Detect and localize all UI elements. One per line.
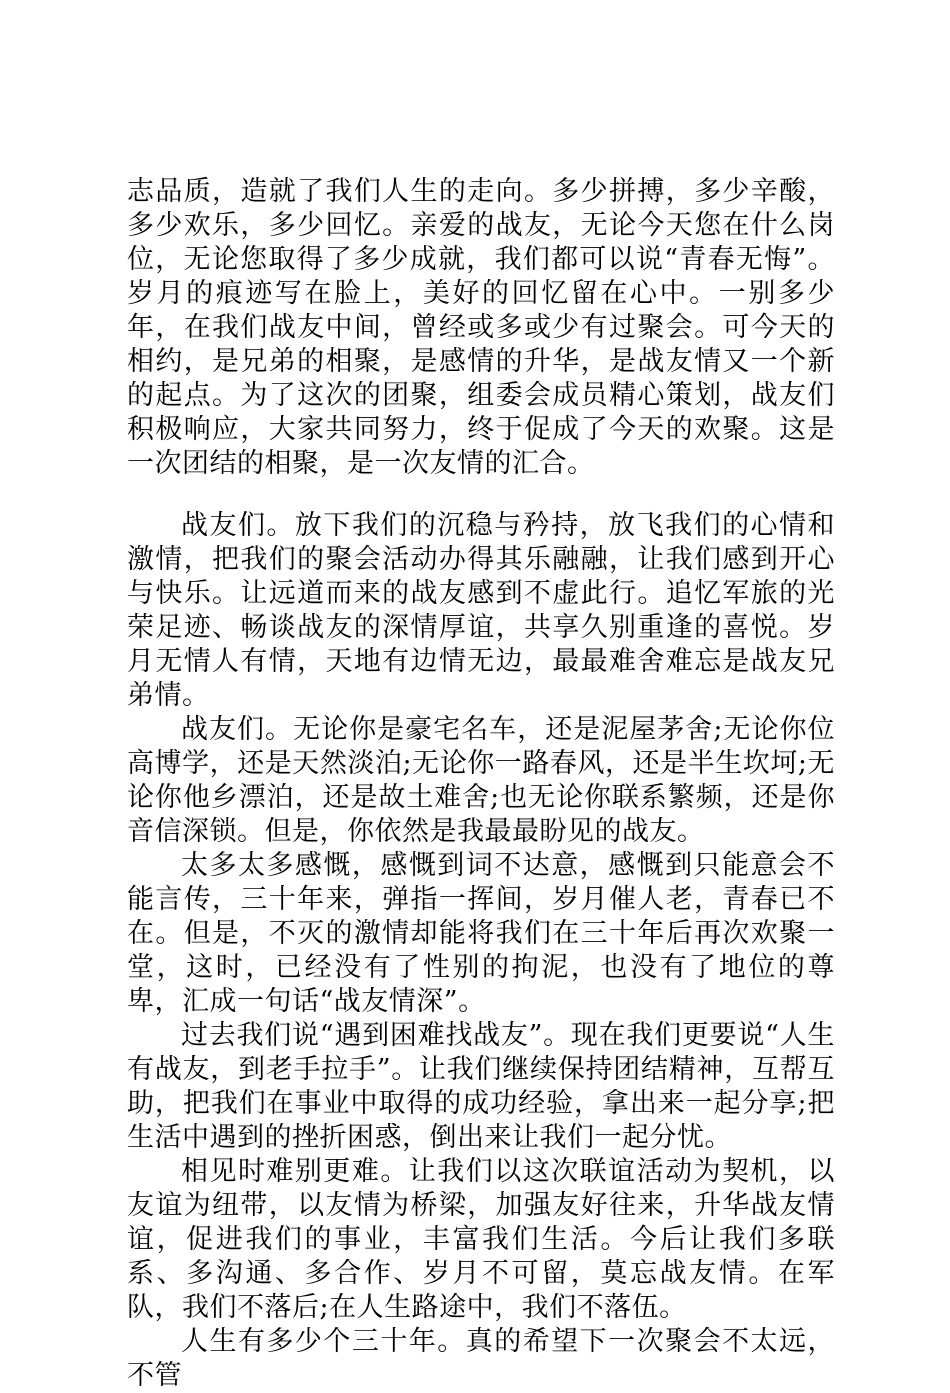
paragraph-3: 战友们。无论你是豪宅名车，还是泥屋茅舍;无论你位高博学，还是天然淡泊;无论你一路春风，还是半生坎坷;无论你他乡漂泊，还是故土难舍;也无论你联系繁频，还是你音信深锁。但是，你依然是我最最盼见的战友。 (127, 714, 835, 847)
paragraph-2: 战友们。放下我们的沉稳与矜持，放飞我们的心情和激情，把我们的聚会活动办得其乐融融，让我们感到开心与快乐。让远道而来的战友感到不虚此行。追忆军旅的光荣足迹、畅谈战友的深情厚谊，共享久别重逢的喜悦。岁月无情人有情，天地有边情无边，最最难舍难忘是战友兄弟情。 (127, 510, 835, 711)
paragraph-4: 太多太多感慨，感慨到词不达意，感慨到只能意会不能言传，三十年来，弹指一挥间，岁月催人老，青春已不在。但是，不灭的激情却能将我们在三十年后再次欢聚一堂，这时，已经没有了性别的拘泥，也没有了地位的尊卑，汇成一句话“战友情深”。 (127, 850, 835, 1017)
document-body (127, 175, 835, 1393)
paragraph-5: 过去我们说“遇到困难找战友”。现在我们更要说“人生有战友，到老手拉手”。让我们继续保持团结精神，互帮互助，把我们在事业中取得的成功经验，拿出来一起分享;把生活中遇到的挫折困惑，倒出来让我们一起分忧。 (127, 1020, 835, 1153)
paragraph-6: 相见时难别更难。让我们以这次联谊活动为契机，以友谊为纽带，以友情为桥梁，加强友好往来，升华战友情谊，促进我们的事业，丰富我们生活。今后让我们多联系、多沟通、多合作、岁月不可留，莫忘战友情。在军队，我们不落后;在人生路途中，我们不落伍。 (127, 1156, 835, 1323)
paragraph-7: 人生有多少个三十年。真的希望下一次聚会不太远，不管 (127, 1326, 835, 1391)
paragraph-1: 志品质，造就了我们人生的走向。多少拼搏，多少辛酸，多少欢乐，多少回忆。亲爱的战友，无论今天您在什么岗位，无论您取得了多少成就，我们都可以说“青春无悔”。岁月的痕迹写在脸上，美好的回忆留在心中。一别多少年，在我们战友中间，曾经或多或少有过聚会。可今天的相约，是兄弟的相聚，是感情的升华，是战友情又一个新的起点。为了这次的团聚，组委会成员精心策划，战友们积极响应，大家共同努力，终于促成了今天的欢聚。这是一次团结的相聚，是一次友情的汇合。 (127, 176, 835, 479)
